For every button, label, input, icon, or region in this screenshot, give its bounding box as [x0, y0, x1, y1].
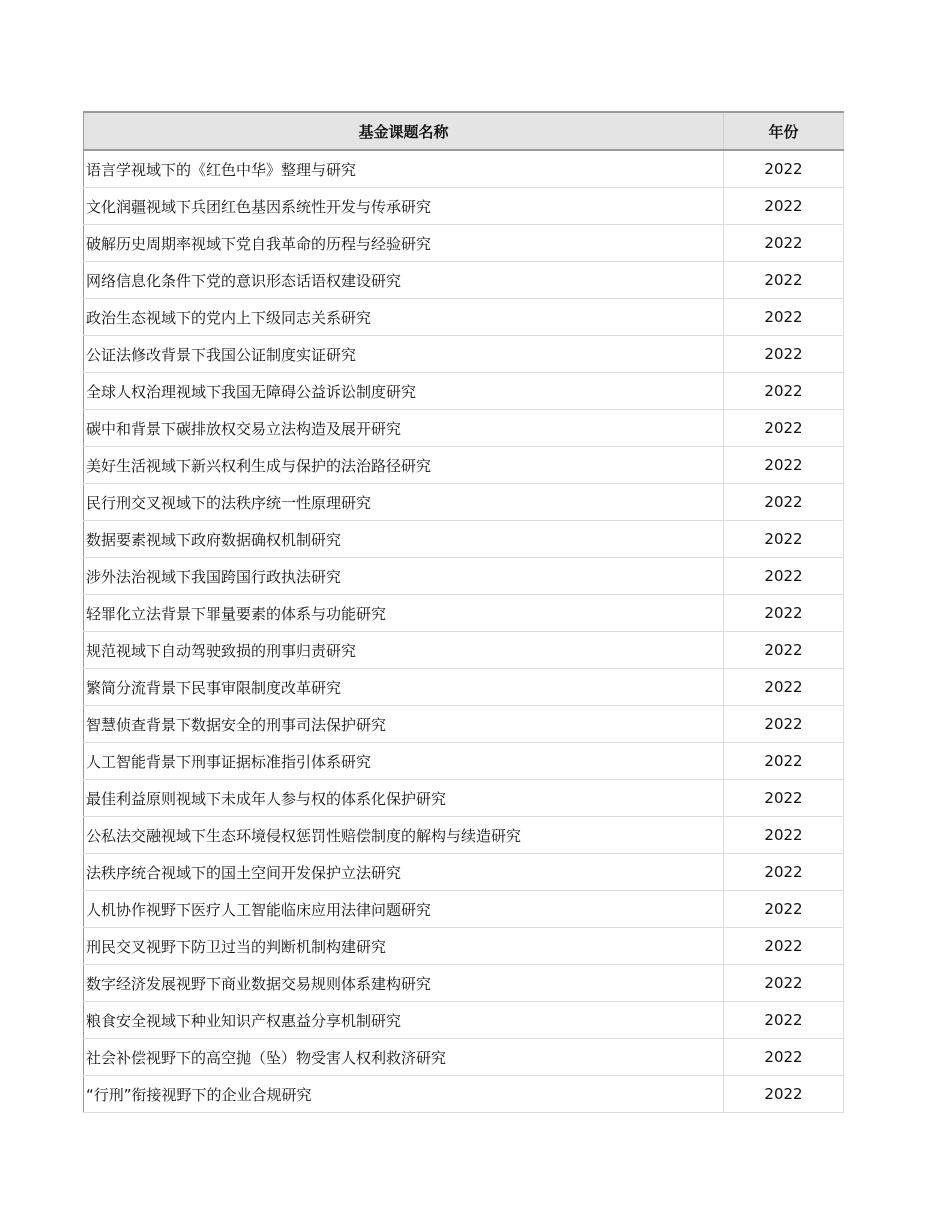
project-title-cell: 数据要素视域下政府数据确权机制研究 — [84, 521, 724, 558]
project-title-cell: 美好生活视域下新兴权利生成与保护的法治路径研究 — [84, 447, 724, 484]
year-cell: 2022 — [724, 669, 844, 706]
table-row — [84, 521, 844, 558]
project-title-cell: 刑民交叉视野下防卫过当的判断机制构建研究 — [84, 928, 724, 965]
year-cell: 2022 — [724, 817, 844, 854]
year-cell: 2022 — [724, 965, 844, 1002]
project-title-cell: 社会补偿视野下的高空抛（坠）物受害人权利救济研究 — [84, 1039, 724, 1076]
table-row — [84, 410, 844, 447]
table-row — [84, 373, 844, 410]
table-row — [84, 150, 844, 188]
project-title-cell: 碳中和背景下碳排放权交易立法构造及展开研究 — [84, 410, 724, 447]
project-title-cell: 人工智能背景下刑事证据标准指引体系研究 — [84, 743, 724, 780]
table-row — [84, 743, 844, 780]
project-title-cell: 文化润疆视域下兵团红色基因系统性开发与传承研究 — [84, 188, 724, 225]
table-row — [84, 484, 844, 521]
table-header-row — [84, 112, 844, 150]
year-cell: 2022 — [724, 373, 844, 410]
project-title-cell: 公证法修改背景下我国公证制度实证研究 — [84, 336, 724, 373]
year-cell: 2022 — [724, 336, 844, 373]
year-cell: 2022 — [724, 595, 844, 632]
project-title-cell: 轻罪化立法背景下罪量要素的体系与功能研究 — [84, 595, 724, 632]
year-cell: 2022 — [724, 150, 844, 188]
table-row — [84, 299, 844, 336]
year-cell: 2022 — [724, 632, 844, 669]
year-cell: 2022 — [724, 484, 844, 521]
year-cell: 2022 — [724, 928, 844, 965]
table-row — [84, 928, 844, 965]
project-title-cell: 人机协作视野下医疗人工智能临床应用法律问题研究 — [84, 891, 724, 928]
year-cell: 2022 — [724, 410, 844, 447]
table-row — [84, 336, 844, 373]
year-cell: 2022 — [724, 188, 844, 225]
table-row — [84, 669, 844, 706]
table-row — [84, 1039, 844, 1076]
project-title-cell: 数字经济发展视野下商业数据交易规则体系建构研究 — [84, 965, 724, 1002]
project-title-cell: 民行刑交叉视域下的法秩序统一性原理研究 — [84, 484, 724, 521]
table-row — [84, 1076, 844, 1113]
year-cell: 2022 — [724, 854, 844, 891]
fund-project-table — [83, 111, 844, 1113]
project-title-cell: “行刑”衔接视野下的企业合规研究 — [84, 1076, 724, 1113]
table-row — [84, 891, 844, 928]
year-cell: 2022 — [724, 891, 844, 928]
table-body — [84, 150, 844, 1113]
project-title-cell: 政治生态视域下的党内上下级同志关系研究 — [84, 299, 724, 336]
year-cell: 2022 — [724, 1002, 844, 1039]
table-row — [84, 817, 844, 854]
project-title-cell: 繁简分流背景下民事审限制度改革研究 — [84, 669, 724, 706]
year-cell: 2022 — [724, 780, 844, 817]
year-cell: 2022 — [724, 558, 844, 595]
table-row — [84, 595, 844, 632]
project-title-cell: 网络信息化条件下党的意识形态话语权建设研究 — [84, 262, 724, 299]
project-title-cell: 规范视域下自动驾驶致损的刑事归责研究 — [84, 632, 724, 669]
project-title-cell: 法秩序统合视域下的国土空间开发保护立法研究 — [84, 854, 724, 891]
table-row — [84, 1002, 844, 1039]
table-row — [84, 706, 844, 743]
table-row — [84, 262, 844, 299]
project-title-cell: 最佳利益原则视域下未成年人参与权的体系化保护研究 — [84, 780, 724, 817]
table-row — [84, 965, 844, 1002]
table-row — [84, 558, 844, 595]
project-title-cell: 语言学视域下的《红色中华》整理与研究 — [84, 150, 724, 188]
header-year: 年份 — [724, 112, 844, 150]
project-title-cell: 涉外法治视域下我国跨国行政执法研究 — [84, 558, 724, 595]
project-title-cell: 破解历史周期率视域下党自我革命的历程与经验研究 — [84, 225, 724, 262]
table-row — [84, 225, 844, 262]
header-project-title: 基金课题名称 — [84, 112, 724, 150]
year-cell: 2022 — [724, 1076, 844, 1113]
table-row — [84, 188, 844, 225]
year-cell: 2022 — [724, 743, 844, 780]
year-cell: 2022 — [724, 262, 844, 299]
table-row — [84, 780, 844, 817]
year-cell: 2022 — [724, 521, 844, 558]
project-title-cell: 公私法交融视域下生态环境侵权惩罚性赔偿制度的解构与续造研究 — [84, 817, 724, 854]
year-cell: 2022 — [724, 225, 844, 262]
table-row — [84, 854, 844, 891]
table-row — [84, 447, 844, 484]
year-cell: 2022 — [724, 1039, 844, 1076]
project-title-cell: 粮食安全视域下种业知识产权惠益分享机制研究 — [84, 1002, 724, 1039]
year-cell: 2022 — [724, 706, 844, 743]
project-title-cell: 智慧侦查背景下数据安全的刑事司法保护研究 — [84, 706, 724, 743]
year-cell: 2022 — [724, 447, 844, 484]
project-title-cell: 全球人权治理视域下我国无障碍公益诉讼制度研究 — [84, 373, 724, 410]
table-row — [84, 632, 844, 669]
year-cell: 2022 — [724, 299, 844, 336]
